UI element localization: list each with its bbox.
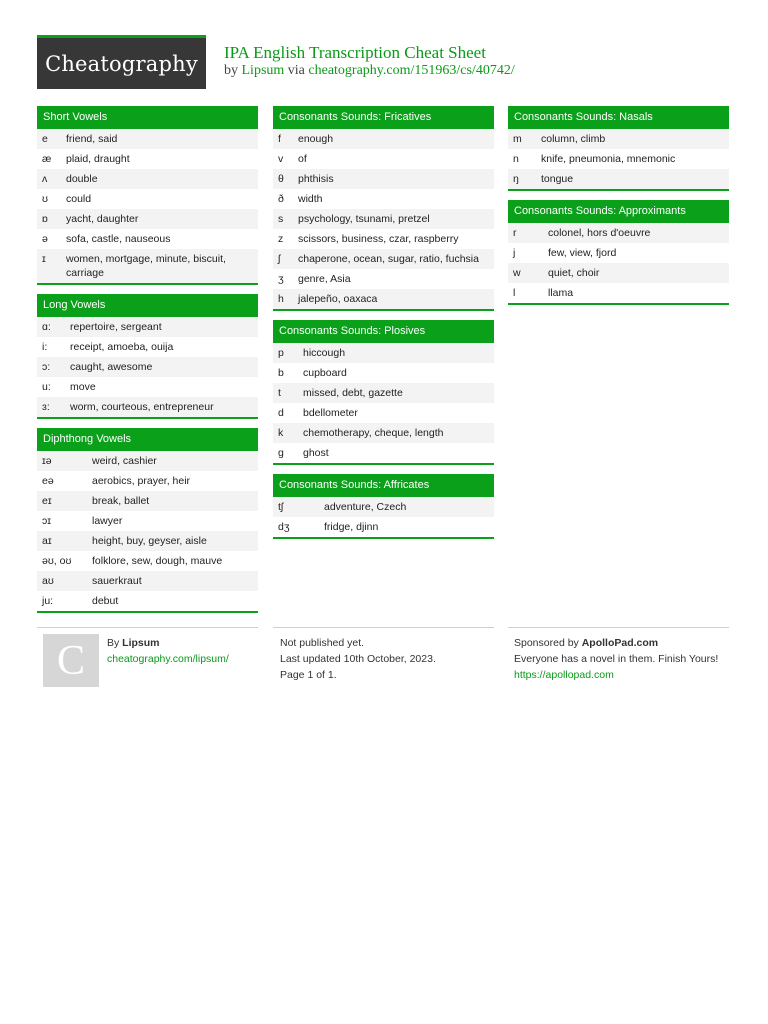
ipa-symbol: l — [513, 287, 516, 299]
section-card — [508, 106, 729, 191]
table-row — [273, 443, 494, 463]
ipa-symbol: z — [278, 233, 284, 245]
footer-divider-1 — [37, 627, 258, 628]
example-words: could — [66, 193, 92, 205]
example-words: ghost — [303, 447, 329, 459]
table-row — [273, 363, 494, 383]
example-words: repertoire, sergeant — [70, 321, 162, 333]
section-title: Diphthong Vowels — [37, 428, 258, 451]
example-words: caught, awesome — [70, 361, 153, 373]
sponsor-line — [514, 635, 719, 651]
ipa-symbol: ɪə — [42, 455, 52, 467]
section-card — [37, 294, 258, 419]
example-words: height, buy, geyser, aisle — [92, 535, 207, 547]
example-words: colonel, hors d'oeuvre — [548, 227, 651, 239]
table-row — [37, 337, 258, 357]
ipa-symbol: r — [513, 227, 517, 239]
example-words: yacht, daughter — [66, 213, 139, 225]
avatar-letter: C — [56, 637, 85, 684]
ipa-symbol: b — [278, 367, 284, 379]
footer-published: Not published yet. — [280, 637, 365, 649]
example-words: worm, courteous, entrepreneur — [70, 401, 214, 413]
section-title: Consonants Sounds: Fricatives — [273, 106, 494, 129]
section-title: Short Vowels — [37, 106, 258, 129]
ipa-symbol: p — [278, 347, 284, 359]
example-words: quiet, choir — [548, 267, 600, 279]
sheet-url-link[interactable]: cheatography.com/151963/cs/40742/ — [308, 63, 515, 78]
section-rows — [37, 317, 258, 417]
table-row — [273, 129, 494, 149]
example-words: sauerkraut — [92, 575, 142, 587]
table-row — [37, 129, 258, 149]
table-row — [508, 169, 729, 189]
table-row — [273, 517, 494, 537]
ipa-symbol: tʃ — [278, 501, 284, 513]
ipa-symbol: ɑ: — [42, 321, 51, 333]
example-words: chemotherapy, cheque, length — [303, 427, 444, 439]
ipa-symbol: ɒ — [42, 213, 48, 225]
example-words: double — [66, 173, 98, 185]
author-avatar[interactable] — [43, 634, 99, 687]
footer-updated: Last updated 10th October, 2023. — [280, 653, 436, 665]
example-words: friend, said — [66, 133, 118, 145]
table-row — [508, 223, 729, 243]
author-link[interactable]: Lipsum — [241, 63, 285, 78]
sponsor-prefix: Sponsored by — [514, 637, 582, 649]
section-card — [37, 106, 258, 285]
example-words: adventure, Czech — [324, 501, 407, 513]
table-row — [37, 357, 258, 377]
section-rows — [273, 497, 494, 537]
section-title: Consonants Sounds: Nasals — [508, 106, 729, 129]
footer-author-name: Lipsum — [122, 637, 160, 649]
ipa-symbol: f — [278, 133, 281, 145]
table-row — [273, 269, 494, 289]
footer-author — [107, 635, 229, 667]
ipa-symbol: m — [513, 133, 522, 145]
ipa-symbol: k — [278, 427, 284, 439]
sponsor-text: Everyone has a novel in them. Finish Yours! — [514, 653, 719, 665]
table-row — [37, 377, 258, 397]
example-words: chaperone, ocean, sugar, ratio, fuchsia — [298, 253, 479, 265]
table-row — [37, 571, 258, 591]
footer-page: Page 1 of 1. — [280, 669, 337, 681]
example-words: enough — [298, 133, 334, 145]
table-row — [273, 343, 494, 363]
section-card — [37, 428, 258, 613]
table-row — [273, 423, 494, 443]
ipa-symbol: ɪ — [42, 253, 46, 265]
example-words: women, mortgage, minute, biscuit, carriage — [66, 253, 226, 279]
table-row — [508, 129, 729, 149]
example-words: hiccough — [303, 347, 346, 359]
ipa-symbol: n — [513, 153, 519, 165]
table-row — [273, 403, 494, 423]
byline-via: via — [284, 63, 309, 78]
section-title: Long Vowels — [37, 294, 258, 317]
logo-text: Cheatography — [45, 51, 198, 76]
table-row — [508, 243, 729, 263]
ipa-symbol: g — [278, 447, 284, 459]
section-card — [273, 474, 494, 539]
table-row — [273, 289, 494, 309]
table-row — [273, 209, 494, 229]
page-title: IPA English Transcription Cheat Sheet — [224, 43, 486, 62]
byline — [224, 63, 515, 79]
ipa-symbol: ð — [278, 193, 284, 205]
section-rows — [273, 343, 494, 463]
table-row — [37, 531, 258, 551]
sponsor-name: ApolloPad.com — [581, 637, 659, 649]
table-row — [273, 249, 494, 269]
table-row — [37, 249, 258, 283]
ipa-symbol: ɜ: — [42, 401, 50, 413]
table-row — [508, 263, 729, 283]
section-title: Consonants Sounds: Affricates — [273, 474, 494, 497]
example-words: llama — [548, 287, 574, 299]
example-words: of — [298, 153, 307, 165]
ipa-symbol: ʌ — [42, 173, 48, 185]
table-row — [508, 149, 729, 169]
table-row — [273, 189, 494, 209]
column-2 — [273, 106, 494, 548]
table-row — [37, 471, 258, 491]
section-rows — [273, 129, 494, 309]
table-row — [37, 451, 258, 471]
ipa-symbol: d — [278, 407, 284, 419]
table-row — [37, 169, 258, 189]
example-words: move — [70, 381, 96, 393]
example-words: sofa, castle, nauseous — [66, 233, 171, 245]
ipa-symbol: eɪ — [42, 495, 52, 507]
example-words: debut — [92, 595, 119, 607]
table-row — [37, 149, 258, 169]
ipa-symbol: s — [278, 213, 284, 225]
example-words: scissors, business, czar, raspberry — [298, 233, 459, 245]
cheatography-logo[interactable] — [37, 35, 206, 89]
example-words: receipt, amoeba, ouija — [70, 341, 174, 353]
table-row — [508, 283, 729, 303]
example-words: psychology, tsunami, pretzel — [298, 213, 430, 225]
ipa-symbol: h — [278, 293, 284, 305]
example-words: tongue — [541, 173, 574, 185]
table-row — [37, 397, 258, 417]
section-rows — [508, 223, 729, 303]
table-row — [37, 317, 258, 337]
ipa-symbol: ʊ — [42, 193, 48, 205]
example-words: jalepeño, oaxaca — [298, 293, 378, 305]
section-card — [273, 320, 494, 465]
section-rows — [37, 129, 258, 283]
footer-by-line — [107, 635, 229, 651]
ipa-symbol: ju: — [42, 595, 54, 607]
ipa-symbol: ɔ: — [42, 361, 51, 373]
example-words: bdellometer — [303, 407, 358, 419]
ipa-symbol: v — [278, 153, 284, 165]
table-row — [37, 511, 258, 531]
byline-prefix: by — [224, 63, 242, 78]
example-words: folklore, sew, dough, mauve — [92, 555, 223, 567]
table-row — [37, 209, 258, 229]
ipa-symbol: ʒ — [278, 273, 284, 285]
ipa-symbol: ə — [42, 233, 48, 245]
ipa-symbol: j — [513, 247, 516, 259]
table-row — [37, 189, 258, 209]
ipa-symbol: u: — [42, 381, 51, 393]
table-row — [273, 497, 494, 517]
ipa-symbol: aʊ — [42, 575, 54, 587]
footer-sponsor — [514, 635, 719, 683]
ipa-symbol: w — [513, 267, 521, 279]
example-words: phthisis — [298, 173, 334, 185]
table-row — [273, 383, 494, 403]
ipa-symbol: ɔɪ — [42, 515, 51, 527]
ipa-symbol: eə — [42, 475, 54, 487]
example-words: aerobics, prayer, heir — [92, 475, 191, 487]
ipa-symbol: i: — [42, 341, 48, 353]
ipa-symbol: θ — [278, 173, 284, 185]
example-words: knife, pneumonia, mnemonic — [541, 153, 676, 165]
example-words: genre, Asia — [298, 273, 351, 285]
example-words: width — [298, 193, 323, 205]
footer-author-url[interactable]: cheatography.com/lipsum/ — [107, 653, 229, 665]
table-row — [37, 551, 258, 571]
table-row — [37, 491, 258, 511]
example-words: missed, debt, gazette — [303, 387, 403, 399]
footer-divider-3 — [508, 627, 729, 628]
section-card — [273, 106, 494, 311]
footer-by-label: By — [107, 637, 123, 649]
example-words: cupboard — [303, 367, 347, 379]
example-words: few, view, fjord — [548, 247, 617, 259]
ipa-symbol: t — [278, 387, 281, 399]
table-row — [273, 149, 494, 169]
footer-divider-2 — [273, 627, 494, 628]
ipa-symbol: ʃ — [278, 253, 281, 265]
example-words: lawyer — [92, 515, 123, 527]
sponsor-url[interactable]: https://apollopad.com — [514, 669, 614, 681]
section-rows — [508, 129, 729, 189]
footer-meta — [280, 635, 436, 683]
section-rows — [37, 451, 258, 611]
example-words: plaid, draught — [66, 153, 130, 165]
example-words: break, ballet — [92, 495, 150, 507]
section-title: Consonants Sounds: Plosives — [273, 320, 494, 343]
section-title: Consonants Sounds: Approximants — [508, 200, 729, 223]
ipa-symbol: ŋ — [513, 173, 519, 185]
ipa-symbol: dʒ — [278, 521, 290, 533]
table-row — [37, 591, 258, 611]
ipa-symbol: əʊ, oʊ — [42, 555, 72, 567]
table-row — [273, 169, 494, 189]
ipa-symbol: æ — [42, 153, 52, 165]
example-words: column, climb — [541, 133, 606, 145]
example-words: weird, cashier — [92, 455, 157, 467]
example-words: fridge, djinn — [324, 521, 379, 533]
table-row — [37, 229, 258, 249]
column-3 — [508, 106, 729, 314]
section-card — [508, 200, 729, 305]
ipa-symbol: aɪ — [42, 535, 52, 547]
table-row — [273, 229, 494, 249]
ipa-symbol: e — [42, 133, 48, 145]
column-1 — [37, 106, 258, 622]
